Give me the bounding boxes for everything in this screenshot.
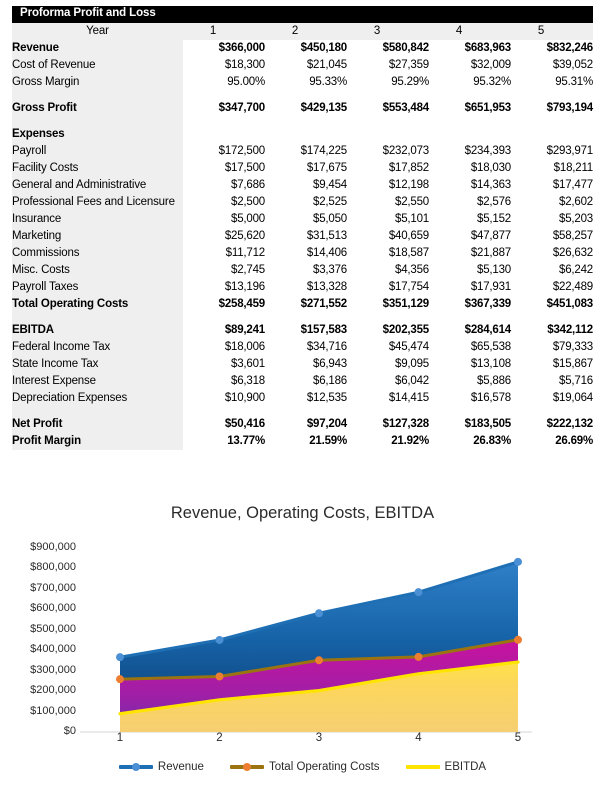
table-row <box>12 177 593 194</box>
table-row <box>12 322 593 339</box>
row-label: Payroll Taxes <box>12 279 183 296</box>
cell-value: $293,971 <box>546 145 593 157</box>
row-label <box>12 117 183 126</box>
table-spacer-row <box>12 407 593 416</box>
cell-value <box>511 407 593 416</box>
cell-value <box>429 313 511 322</box>
row-label: Total Operating Costs <box>12 296 183 313</box>
table-header-row <box>12 23 593 40</box>
row-label: Federal Income Tax <box>12 339 183 356</box>
y-axis-tick-label: $100,000 <box>30 704 76 717</box>
cell-value <box>183 91 265 100</box>
cell-value: $79,333 <box>552 341 593 353</box>
cell-value: $351,129 <box>382 298 429 310</box>
row-label <box>12 313 183 322</box>
cell-value: $2,576 <box>477 196 511 208</box>
row-label: State Income Tax <box>12 356 183 373</box>
cell-value: $11,712 <box>225 247 265 259</box>
table-row <box>12 74 593 91</box>
cell-value: $21,887 <box>470 247 511 259</box>
cell-value: $27,359 <box>388 59 429 71</box>
cell-value: $5,152 <box>477 213 511 225</box>
cell-value: $6,042 <box>395 375 429 387</box>
table-row <box>12 296 593 313</box>
y-axis-tick-label: $600,000 <box>30 602 76 615</box>
column-header-year-2: 2 <box>265 23 347 40</box>
cell-value <box>347 117 429 126</box>
cell-value: $366,000 <box>218 42 265 54</box>
data-point-marker <box>216 636 224 644</box>
y-axis-tick-label: $900,000 <box>30 541 76 553</box>
row-label: Facility Costs <box>12 160 183 177</box>
cell-value: $58,257 <box>552 230 593 242</box>
cell-value <box>183 126 265 143</box>
cell-value: $9,095 <box>395 358 429 370</box>
cell-value: $13,328 <box>306 281 347 293</box>
cell-value: $12,198 <box>388 179 429 191</box>
table-row <box>12 160 593 177</box>
table-row <box>12 339 593 356</box>
x-axis-tick-label: 2 <box>216 732 223 744</box>
row-label: EBITDA <box>12 322 183 339</box>
table-row <box>12 262 593 279</box>
cell-value: $17,675 <box>306 162 347 174</box>
table-spacer-row <box>12 313 593 322</box>
cell-value <box>347 91 429 100</box>
cell-value: $39,052 <box>552 59 593 71</box>
cell-value: $429,135 <box>300 102 347 114</box>
row-label: Net Profit <box>12 416 183 433</box>
cell-value <box>347 407 429 416</box>
cell-value <box>183 407 265 416</box>
cell-value: $5,000 <box>231 213 265 225</box>
cell-value <box>183 313 265 322</box>
cell-value: $16,578 <box>470 392 511 404</box>
cell-value: $342,112 <box>547 324 593 336</box>
cell-value: $18,587 <box>388 247 429 259</box>
cell-value: $26,632 <box>552 247 593 259</box>
table-row <box>12 279 593 296</box>
column-header-year-4: 4 <box>429 23 511 40</box>
table-row <box>12 228 593 245</box>
row-label: Revenue <box>12 40 183 57</box>
cell-value: 95.29% <box>391 76 429 88</box>
cell-value: $451,083 <box>546 298 593 310</box>
cell-value <box>265 313 347 322</box>
x-axis-tick-label: 5 <box>514 732 522 744</box>
cell-value <box>511 117 593 126</box>
cell-value: $14,406 <box>306 247 347 259</box>
cell-value: 21.59% <box>309 435 347 447</box>
cell-value: $32,009 <box>470 59 511 71</box>
row-label: Payroll <box>12 143 183 160</box>
row-label: Expenses <box>12 126 183 143</box>
legend-swatch-icon <box>406 760 440 774</box>
row-label: Commissions <box>12 245 183 262</box>
table-row <box>12 356 593 373</box>
row-label: Depreciation Expenses <box>12 390 183 407</box>
cell-value: 21.92% <box>391 435 429 447</box>
cell-value: $2,602 <box>559 196 593 208</box>
row-label: Profit Margin <box>12 433 183 450</box>
cell-value: $222,132 <box>546 418 593 430</box>
cell-value: $21,045 <box>306 59 347 71</box>
cell-value <box>429 91 511 100</box>
x-axis-tick-label: 1 <box>116 732 124 744</box>
cell-value: 95.31% <box>555 76 593 88</box>
cell-value: $13,108 <box>470 358 511 370</box>
cell-value: $4,356 <box>395 264 429 276</box>
cell-value: 95.33% <box>309 76 347 88</box>
cell-value <box>429 117 511 126</box>
stacked-area-chart <box>0 496 605 788</box>
cell-value: 26.83% <box>473 435 511 447</box>
data-point-marker <box>116 675 124 683</box>
row-label: Gross Margin <box>12 74 183 91</box>
cell-value: $5,716 <box>559 375 593 387</box>
cell-value: $6,943 <box>313 358 347 370</box>
cell-value: $18,030 <box>470 162 511 174</box>
cell-value: $34,716 <box>306 341 347 353</box>
cell-value: $2,745 <box>231 264 265 276</box>
cell-value: $17,477 <box>552 179 593 191</box>
cell-value: $6,318 <box>231 375 265 387</box>
cell-value: $832,246 <box>546 42 593 54</box>
row-label: Interest Expense <box>12 373 183 390</box>
chart-plot-area <box>0 496 605 788</box>
row-label: Misc. Costs <box>12 262 183 279</box>
row-label: Cost of Revenue <box>12 57 183 74</box>
cell-value: $553,484 <box>382 102 429 114</box>
data-point-marker <box>415 588 423 596</box>
legend-item-ebitda[interactable] <box>406 760 487 774</box>
row-label <box>12 91 183 100</box>
cell-value: $450,180 <box>300 42 347 54</box>
cell-value: $258,459 <box>218 298 265 310</box>
row-label: Insurance <box>12 211 183 228</box>
cell-value: $202,355 <box>382 324 429 336</box>
data-point-marker <box>315 609 323 617</box>
cell-value: 13.77% <box>227 435 265 447</box>
cell-value: $40,659 <box>388 230 429 242</box>
cell-value <box>511 313 593 322</box>
cell-value: $234,393 <box>464 145 511 157</box>
y-axis-tick-label: $200,000 <box>30 684 76 697</box>
cell-value: $5,130 <box>477 264 511 276</box>
table-row <box>12 245 593 262</box>
x-axis-tick-label: 4 <box>415 732 422 744</box>
table-row <box>12 100 593 117</box>
cell-value <box>347 313 429 322</box>
cell-value: $271,552 <box>300 298 347 310</box>
table-row <box>12 40 593 57</box>
column-header-year: Year <box>12 23 183 40</box>
cell-value: $14,363 <box>470 179 511 191</box>
cell-value: 95.32% <box>473 76 511 88</box>
y-axis-tick-label: $500,000 <box>30 622 76 635</box>
cell-value: $14,415 <box>388 392 429 404</box>
cell-value: $5,101 <box>395 213 429 225</box>
cell-value: $15,867 <box>552 358 593 370</box>
cell-value: $19,064 <box>552 392 593 404</box>
chart-title: Revenue, Operating Costs, EBITDA <box>170 504 435 522</box>
table-spacer-row <box>12 117 593 126</box>
row-label <box>12 407 183 416</box>
y-axis-tick-label: $400,000 <box>30 643 76 656</box>
cell-value: $5,203 <box>559 213 593 225</box>
cell-value: $2,550 <box>395 196 429 208</box>
table-spacer-row <box>12 91 593 100</box>
cell-value <box>511 91 593 100</box>
cell-value: $6,242 <box>559 264 593 276</box>
row-label: Professional Fees and Licensure <box>12 194 183 211</box>
cell-value: $12,535 <box>306 392 347 404</box>
cell-value <box>265 126 347 143</box>
cell-value: $127,328 <box>382 418 429 430</box>
cell-value <box>429 126 511 143</box>
cell-value: $284,614 <box>464 324 511 336</box>
data-point-marker <box>415 653 423 661</box>
data-point-marker <box>116 653 124 661</box>
cell-value: $97,204 <box>306 418 347 430</box>
cell-value: $580,842 <box>382 42 429 54</box>
cell-value: $183,505 <box>464 418 511 430</box>
cell-value: $2,525 <box>313 196 347 208</box>
cell-value: $25,620 <box>224 230 265 242</box>
cell-value: $367,339 <box>464 298 511 310</box>
cell-value: 95.00% <box>227 76 265 88</box>
cell-value: $651,953 <box>464 102 511 114</box>
cell-value: $10,900 <box>224 392 265 404</box>
cell-value: $47,877 <box>470 230 511 242</box>
y-axis-tick-label: $300,000 <box>30 663 76 676</box>
cell-value <box>511 126 593 143</box>
table-row <box>12 194 593 211</box>
cell-value: $174,225 <box>300 145 347 157</box>
cell-value <box>265 117 347 126</box>
cell-value: $2,500 <box>231 196 265 208</box>
legend-item-total-operating-costs[interactable] <box>230 760 380 774</box>
row-label: General and Administrative <box>12 177 183 194</box>
cell-value: $3,376 <box>313 264 347 276</box>
cell-value <box>265 91 347 100</box>
cell-value: $17,754 <box>388 281 429 293</box>
cell-value: $5,886 <box>477 375 511 387</box>
table-row <box>12 433 593 450</box>
cell-value: $31,513 <box>306 230 347 242</box>
cell-value: $3,601 <box>231 358 265 370</box>
legend-swatch-icon <box>119 760 153 774</box>
row-label: Marketing <box>12 228 183 245</box>
cell-value: $9,454 <box>313 179 347 191</box>
data-point-marker <box>315 656 323 664</box>
cell-value: $65,538 <box>470 341 511 353</box>
chart-legend <box>0 760 605 774</box>
table-title: Proforma Profit and Loss <box>20 7 156 19</box>
row-label: Gross Profit <box>12 100 183 117</box>
cell-value: $793,194 <box>546 102 593 114</box>
table-row <box>12 373 593 390</box>
cell-value: 26.69% <box>555 435 593 447</box>
cell-value: $232,073 <box>382 145 429 157</box>
column-header-year-5: 5 <box>511 23 593 40</box>
legend-label: EBITDA <box>444 761 487 773</box>
cell-value: $17,500 <box>224 162 265 174</box>
cell-value: $45,474 <box>388 341 429 353</box>
table-row <box>12 211 593 228</box>
table-title-bar <box>12 6 593 23</box>
column-header-year-1: 1 <box>183 23 265 40</box>
table-row <box>12 126 593 143</box>
cell-value: $17,931 <box>470 281 511 293</box>
table-row <box>12 143 593 160</box>
cell-value: $50,416 <box>224 418 265 430</box>
legend-label: Revenue <box>157 761 204 773</box>
table-row <box>12 57 593 74</box>
cell-value <box>429 407 511 416</box>
table-row <box>12 390 593 407</box>
y-axis-tick-label: $800,000 <box>30 561 76 574</box>
financials-table <box>12 23 593 450</box>
cell-value: $7,686 <box>231 179 265 191</box>
y-axis-tick-label: $0 <box>63 725 76 737</box>
cell-value <box>265 407 347 416</box>
cell-value <box>347 126 429 143</box>
table-row <box>12 416 593 433</box>
data-point-marker <box>514 558 522 566</box>
cell-value: $6,186 <box>313 375 347 387</box>
cell-value: $157,583 <box>300 324 347 336</box>
cell-value: $172,500 <box>218 145 265 157</box>
cell-value: $347,700 <box>218 102 265 114</box>
x-axis-tick-label: 3 <box>315 732 323 744</box>
column-header-year-3: 3 <box>347 23 429 40</box>
data-point-marker <box>216 672 224 680</box>
cell-value: $18,300 <box>224 59 265 71</box>
y-axis-tick-label: $700,000 <box>30 581 76 594</box>
cell-value: $18,006 <box>224 341 265 353</box>
cell-value: $683,963 <box>464 42 511 54</box>
cell-value: $13,196 <box>224 281 265 293</box>
legend-swatch-icon <box>230 760 264 774</box>
data-point-marker <box>514 636 522 644</box>
cell-value: $17,852 <box>388 162 429 174</box>
cell-value: $22,489 <box>552 281 593 293</box>
cell-value: $18,211 <box>553 162 593 174</box>
cell-value <box>183 117 265 126</box>
cell-value: $89,241 <box>224 324 265 336</box>
cell-value: $5,050 <box>313 213 347 225</box>
legend-item-revenue[interactable] <box>119 760 204 774</box>
legend-label: Total Operating Costs <box>268 761 380 773</box>
